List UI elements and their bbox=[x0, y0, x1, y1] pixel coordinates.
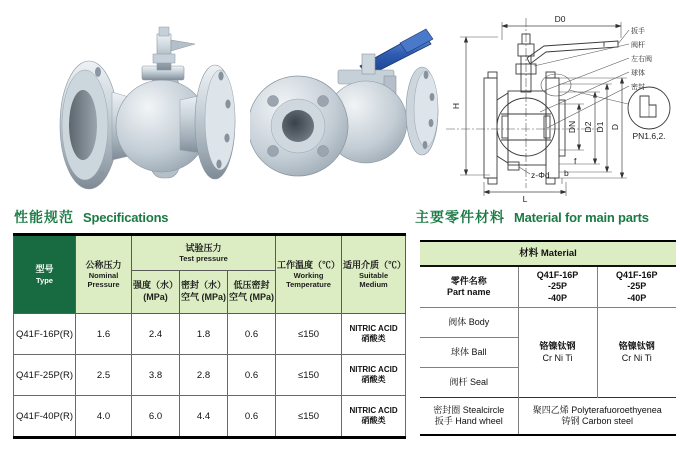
cell-nominal: 1.6 bbox=[76, 314, 132, 355]
material-value-last: 聚四乙烯 Polyterafuoroethyenea 铸钢 Carbon steel bbox=[518, 398, 676, 436]
col-header-type: 型号 Type bbox=[14, 235, 76, 314]
dim-dn-label: DN bbox=[567, 120, 577, 134]
callout-lr-valve-label: 左右阀 bbox=[631, 56, 652, 63]
material-section-title bbox=[415, 207, 649, 227]
callout-ball-label: 球体 bbox=[631, 70, 645, 77]
detail-source-circle bbox=[541, 74, 571, 96]
cell-seal: 1.8 bbox=[180, 314, 228, 355]
col-header-seal-water-air: 密封（水） 空气 (MPa) bbox=[180, 271, 228, 314]
dim-d0-label: D0 bbox=[554, 14, 566, 24]
cell-seal: 2.8 bbox=[180, 355, 228, 396]
stem bbox=[157, 34, 171, 70]
dim-d2-label: D2 bbox=[583, 121, 593, 133]
bolt-hole bbox=[268, 146, 279, 157]
material-table bbox=[420, 240, 676, 436]
cell-type: Q41F-16P(R) bbox=[14, 314, 76, 355]
dim-d-label: D bbox=[610, 123, 620, 131]
col-header-strength-water: 强度（水） (MPa) bbox=[132, 271, 180, 314]
left-neck-section bbox=[497, 93, 508, 163]
bolt-hole bbox=[95, 67, 101, 77]
material-title-zh: 主要零件材料 bbox=[415, 209, 505, 225]
material-table-header: 材料 Material bbox=[420, 241, 676, 266]
col-header-part-name: 零件名称 Part name bbox=[420, 266, 518, 308]
material-value-2: 铬镍钛钢 Cr Ni Ti bbox=[597, 308, 676, 398]
seat-left bbox=[502, 116, 508, 138]
specifications-table bbox=[13, 233, 406, 439]
stem-cap bbox=[159, 27, 169, 36]
dim-h-label: H bbox=[451, 102, 461, 110]
bolt-hole bbox=[318, 146, 329, 157]
dim-d1-label: D1 bbox=[595, 121, 605, 133]
col-header-test-pressure: 试验压力 Test pressure bbox=[132, 235, 276, 271]
dim-f-label: f bbox=[574, 156, 577, 166]
spec-title-zh: 性能规范 bbox=[14, 209, 74, 225]
callout-handle-label: 扳手 bbox=[631, 28, 645, 35]
bottom-bolt bbox=[508, 162, 519, 170]
cell-strength: 6.0 bbox=[132, 396, 180, 438]
bolt-hole bbox=[318, 96, 329, 107]
right-flange-section bbox=[546, 78, 559, 178]
dim-l-label: L bbox=[522, 194, 528, 204]
col-header-model-1: Q41F-16P -25P -40P bbox=[518, 266, 597, 308]
table-row bbox=[14, 396, 406, 438]
left-bore bbox=[69, 90, 97, 160]
cell-temp: ≤150 bbox=[276, 355, 342, 396]
dim-b-label: b bbox=[564, 168, 569, 178]
flange-profile-detail bbox=[640, 96, 656, 117]
cell-low: 0.6 bbox=[228, 355, 276, 396]
right-flange-face bbox=[414, 71, 438, 147]
stem-collar bbox=[153, 54, 175, 63]
technical-diagram bbox=[438, 4, 680, 206]
cell-medium: NITRIC ACID 硝酸类 bbox=[342, 355, 406, 396]
lock-tab bbox=[171, 40, 195, 51]
dim-zd-label: z-Φd bbox=[531, 170, 550, 180]
part-body: 阀体 Body bbox=[420, 308, 518, 338]
spec-section-title bbox=[14, 207, 168, 227]
cell-temp: ≤150 bbox=[276, 314, 342, 355]
material-value-1: 铬镍钛钢 Cr Ni Ti bbox=[518, 308, 597, 398]
callout-stem-label: 阀杆 bbox=[631, 42, 645, 49]
left-flange-section bbox=[484, 78, 497, 178]
cell-medium: NITRIC ACID 硝酸类 bbox=[342, 396, 406, 438]
cell-nominal: 4.0 bbox=[76, 396, 132, 438]
material-title-en: Material for main parts bbox=[514, 210, 649, 225]
cell-low: 0.6 bbox=[228, 314, 276, 355]
col-header-low-pressure-seal-air: 低压密封 空气 (MPa) bbox=[228, 271, 276, 314]
cell-seal: 4.4 bbox=[180, 396, 228, 438]
cell-strength: 2.4 bbox=[132, 314, 180, 355]
cell-temp: ≤150 bbox=[276, 396, 342, 438]
cell-low: 0.6 bbox=[228, 396, 276, 438]
valve-photo-lever-view bbox=[250, 18, 440, 194]
detail-pn-label: PN1.6,2. bbox=[632, 131, 666, 141]
bolt-hole bbox=[99, 171, 105, 181]
table-row bbox=[14, 314, 406, 355]
right-flange-face bbox=[205, 70, 235, 170]
col-header-suitable-medium: 适用介质（℃） Suitable Medium bbox=[342, 235, 406, 314]
col-header-working-temperature: 工作温度（℃） Working Temperature bbox=[276, 235, 342, 314]
cell-type: Q41F-40P(R) bbox=[14, 396, 76, 438]
callout-seal-label: 密封 bbox=[631, 84, 645, 91]
front-bore bbox=[282, 110, 314, 142]
col-header-model-2: Q41F-16P -25P -40P bbox=[597, 266, 676, 308]
spec-title-en: Specifications bbox=[83, 210, 169, 225]
cell-type: Q41F-25P(R) bbox=[14, 355, 76, 396]
stem bbox=[362, 54, 375, 74]
cell-strength: 3.8 bbox=[132, 355, 180, 396]
valve-photo-side-view bbox=[58, 12, 236, 196]
col-header-nominal-pressure: 公称压力 Nominal Pressure bbox=[76, 235, 132, 314]
part-stem-seal: 阀杆 Seal bbox=[420, 368, 518, 398]
cell-medium: NITRIC ACID 硝酸类 bbox=[342, 314, 406, 355]
part-ball: 球体 Ball bbox=[420, 338, 518, 368]
right-flange-face-section bbox=[559, 100, 565, 156]
table-row bbox=[14, 355, 406, 396]
part-sealring-handwheel: 密封圈 Stealcircle 扳手 Hand wheel bbox=[420, 398, 518, 436]
cell-nominal: 2.5 bbox=[76, 355, 132, 396]
bolt-hole bbox=[268, 96, 279, 107]
